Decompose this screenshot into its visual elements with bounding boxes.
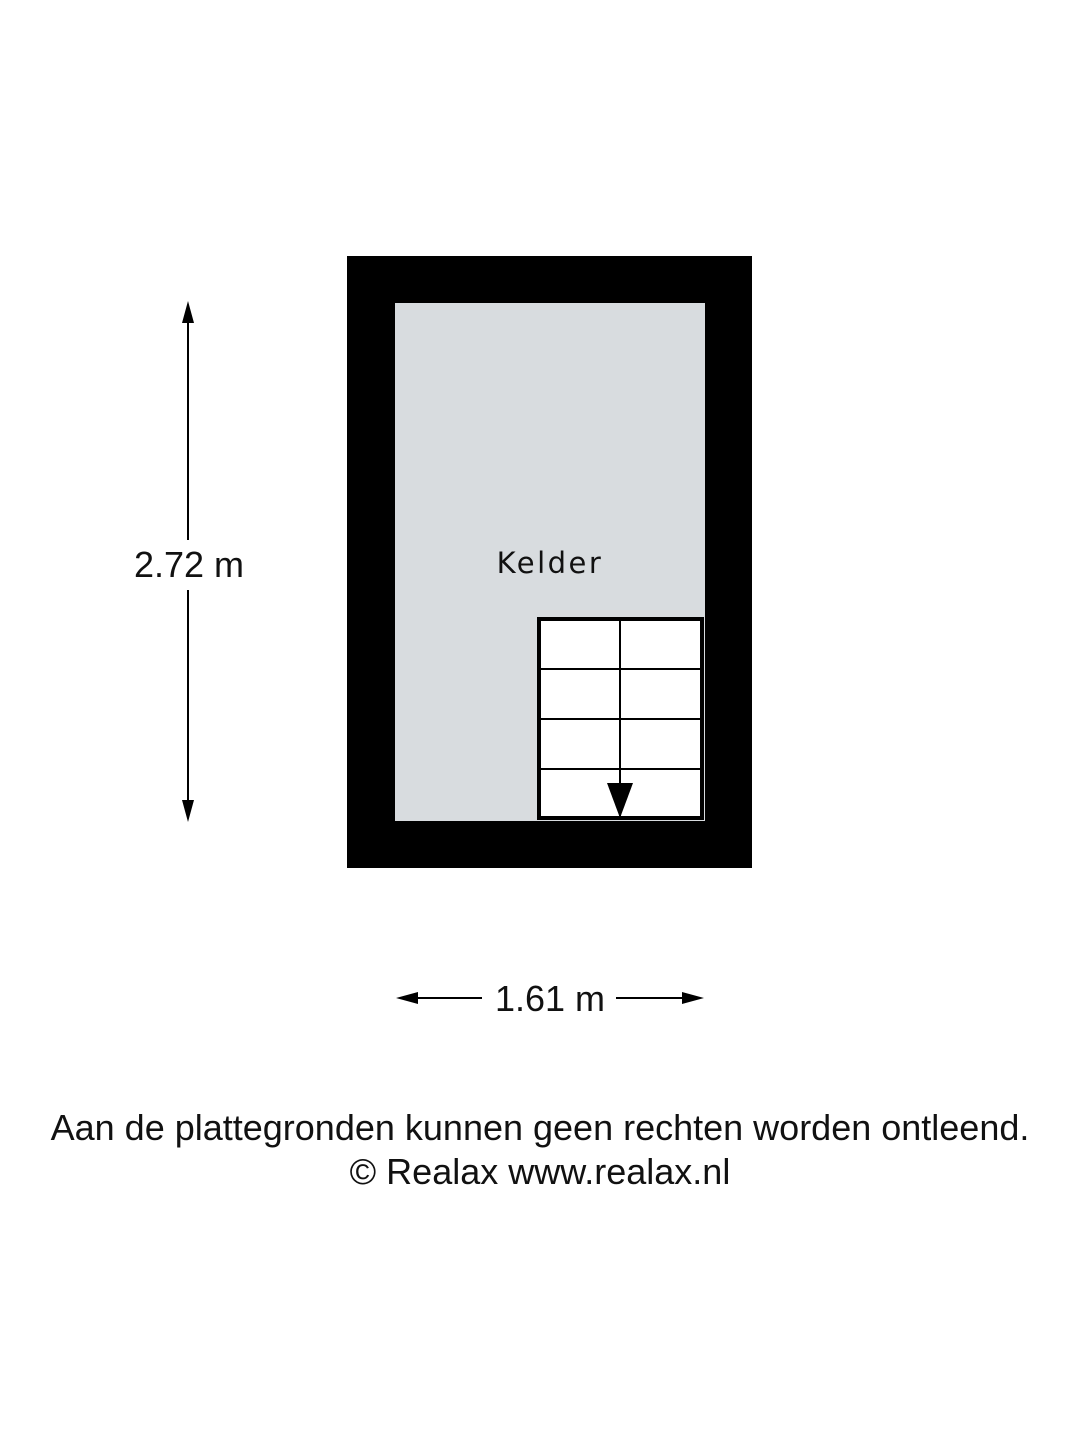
width-dimension-label: 1.61 m: [494, 978, 606, 1019]
disclaimer-text: Aan de plattegronden kunnen geen rechten worden ontleend.: [50, 1107, 1030, 1148]
arrow-left-icon: [396, 992, 418, 1004]
arrow-down-icon: [182, 800, 194, 822]
room-name: Kelder: [496, 546, 604, 580]
width-dimension: [396, 978, 704, 1019]
copyright-text: © Realax www.realax.nl: [349, 1151, 731, 1192]
arrow-up-icon: [182, 301, 194, 323]
height-dimension-label: 2.72 m: [133, 544, 245, 585]
arrow-right-icon: [682, 992, 704, 1004]
height-dimension: [134, 301, 244, 822]
staircase: [539, 619, 702, 818]
